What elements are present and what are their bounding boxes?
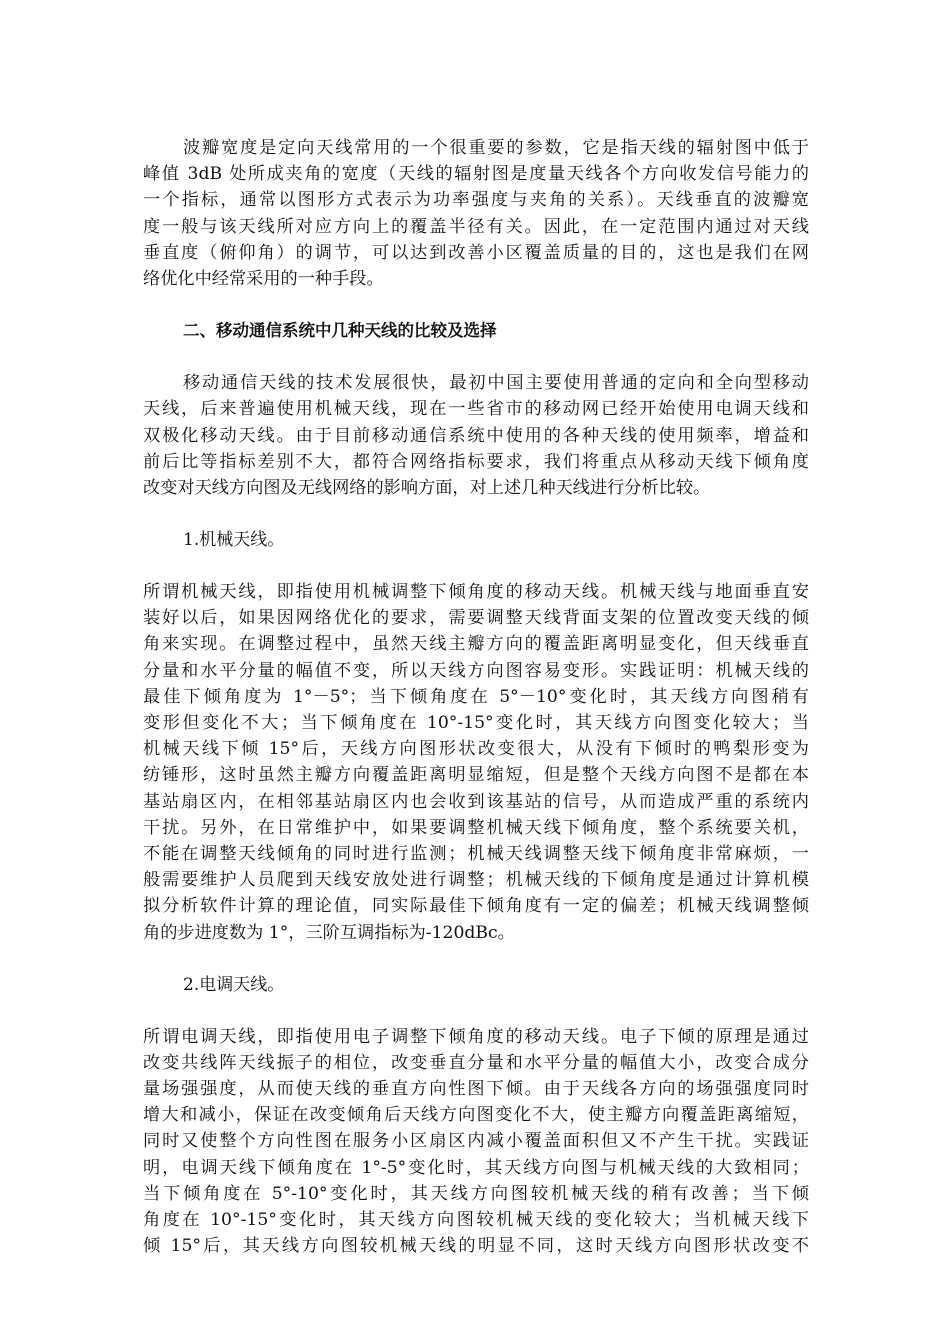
text-line: 最佳下倾角度为 1°－5°；当下倾角度在 5°－10°变化时，其天线方向图稍有 bbox=[143, 686, 809, 707]
subheading-electrical-antenna: 2.电调天线。 bbox=[183, 974, 285, 995]
section-heading: 二、移动通信系统中几种天线的比较及选择 bbox=[183, 321, 497, 341]
text-line: 一个指标，通常以图形方式表示为功率强度与夹角的关系）。天线垂直的波瓣宽 bbox=[143, 190, 809, 211]
text-line: 拟分析软件计算的理论值，同实际最佳下倾角度有一定的偏差；机械天线调整倾 bbox=[143, 896, 809, 917]
paragraph-electrical-antenna bbox=[143, 1024, 809, 1260]
text-line: 不能在调整天线倾角的同时进行监测；机械天线调整天线下倾角度非常麻烦，一 bbox=[143, 843, 809, 864]
text-line: 增大和减小，保证在改变倾角后天线方向图变化不大，使主瓣方向覆盖距离缩短， bbox=[143, 1105, 809, 1126]
text-line: 所谓机械天线，即指使用机械调整下倾角度的移动天线。机械天线与地面垂直安 bbox=[143, 582, 809, 603]
paragraph-mechanical-antenna bbox=[143, 579, 809, 946]
text-line: 波瓣宽度是定向天线常用的一个很重要的参数，它是指天线的辐射图中低于 bbox=[183, 138, 809, 158]
text-line: 机械天线下倾 15°后，天线方向图形状改变很大，从没有下倾时的鸭梨形变为 bbox=[143, 739, 809, 760]
subheading-mechanical-antenna: 1.机械天线。 bbox=[183, 530, 285, 551]
text-line: 改变共线阵天线振子的相位，改变垂直分量和水平分量的幅值大小，改变合成分 bbox=[143, 1052, 809, 1073]
paragraph-beamwidth bbox=[143, 135, 809, 292]
text-line: 干扰。另外，在日常维护中，如果要调整机械天线下倾角度，整个系统要关机， bbox=[143, 817, 809, 838]
text-line: 倾 15°后，其天线方向图较机械天线的明显不同，这时天线方向图形状改变不 bbox=[143, 1236, 809, 1257]
text-line: 天线，后来普遍使用机械天线，现在一些省市的移动网已经开始使用电调天线和 bbox=[143, 399, 809, 420]
text-line: 所谓电调天线，即指使用电子调整下倾角度的移动天线。电子下倾的原理是通过 bbox=[143, 1026, 809, 1047]
text-line: 角的步进度数为 1°，三阶互调指标为-120dBc。 bbox=[143, 922, 515, 943]
text-line: 量场强强度，从而使天线的垂直方向性图下倾。由于天线各方向的场强强度同时 bbox=[143, 1079, 809, 1100]
text-line: 同时又使整个方向性图在服务小区扇区内减小覆盖面积但又不产生干扰。实践证 bbox=[143, 1131, 809, 1152]
text-line: 装好以后，如果因网络优化的要求，需要调整天线背面支架的位置改变天线的倾 bbox=[143, 608, 809, 629]
text-line: 般需要维护人员爬到天线安放处进行调整；机械天线的下倾角度是通过计算机模 bbox=[143, 870, 809, 891]
text-line: 峰值 3dB 处所成夹角的宽度（天线的辐射图是度量天线各个方向收发信号能力的 bbox=[143, 164, 809, 185]
text-line: 移动通信天线的技术发展很快，最初中国主要使用普通的定向和全向型移动 bbox=[183, 373, 809, 394]
text-line: 变形但变化不大；当下倾角度在 10°-15°变化时，其天线方向图变化较大；当 bbox=[143, 713, 809, 733]
text-line: 纺锤形，这时虽然主瓣方向覆盖距离明显缩短，但是整个天线方向图不是都在本 bbox=[143, 765, 809, 786]
text-line: 角来实现。在调整过程中，虽然天线主瓣方向的覆盖距离明显变化，但天线垂直 bbox=[143, 634, 809, 655]
text-line: 分量和水平分量的幅值不变，所以天线方向图容易变形。实践证明：机械天线的 bbox=[143, 660, 809, 681]
text-line: 度一般与该天线所对应方向上的覆盖半径有关。因此，在一定范围内通过对天线 bbox=[143, 216, 809, 237]
text-line: 当下倾角度在 5°-10°变化时，其天线方向图较机械天线的稍有改善；当下倾 bbox=[143, 1183, 809, 1204]
text-line: 明，电调天线下倾角度在 1°-5°变化时，其天线方向图与机械天线的大致相同； bbox=[143, 1157, 809, 1178]
text-line: 前后比等指标差别不大，都符合网络指标要求，我们将重点从移动天线下倾角度 bbox=[143, 451, 809, 472]
text-line: 基站扇区内，在相邻基站扇区内也会收到该基站的信号，从而造成严重的系统内 bbox=[143, 791, 809, 812]
text-line: 角度在 10°-15°变化时，其天线方向图较机械天线的变化较大；当机械天线下 bbox=[143, 1210, 809, 1230]
text-line: 垂直度（俯仰角）的调节，可以达到改善小区覆盖质量的目的，这也是我们在网 bbox=[143, 242, 809, 263]
text-line: 改变对天线方向图及无线网络的影响方面，对上述几种天线进行分析比较。 bbox=[143, 477, 711, 498]
document-page bbox=[143, 135, 809, 1259]
paragraph-antenna-development bbox=[143, 370, 809, 501]
text-line: 双极化移动天线。由于目前移动通信系统中使用的各种天线的使用频率，增益和 bbox=[143, 425, 809, 446]
text-line: 络优化中经常采用的一种手段。 bbox=[143, 268, 384, 289]
